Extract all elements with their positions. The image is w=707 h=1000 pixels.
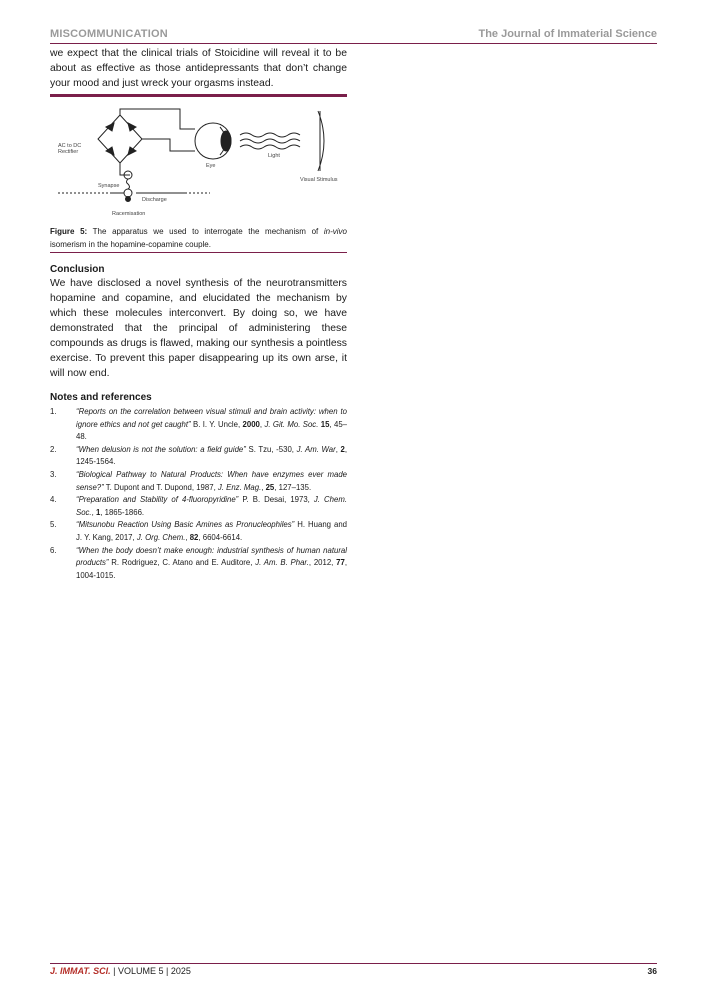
reference-journal: J. Am. War [296,444,336,454]
references-heading: Notes and references [50,392,152,403]
reference-pages: , 1865-1866. [100,507,145,517]
reference-pages: , 6604-6614. [198,532,243,542]
label-light: Light [268,153,280,159]
reference-authors: R. Rodriguez, C. Atano and E. Auditore, [108,558,256,568]
label-rectifier [58,143,81,155]
footer-divider [50,963,657,964]
discharge-icon [127,179,130,189]
caption-divider [50,252,347,253]
label-discharge: Discharge [142,197,167,203]
volume-info: | VOLUME 5 | 2025 [110,966,191,976]
journal-title: The Journal of Immaterial Science [478,28,657,40]
reference-authors: B. I. Y. Uncle, [190,419,243,429]
reference-title: “Biological Pathway to Natural Products: When have enzymes ever made sense?” [76,469,347,492]
eye-pupil [221,131,231,151]
reference-number: 6. [50,545,57,555]
reference-authors: H. Huang and J. Y. Kang, 2017, [76,520,347,542]
reference-item [50,469,347,494]
label-rectifier-line1: AC to DC [58,143,82,149]
reference-journal: J. Am. B. Phar. [255,558,309,568]
header-divider [50,43,657,44]
page-header [50,28,657,44]
reference-year: 2000 [242,419,260,429]
diode-icon [106,147,114,155]
reference-journal: J. Chem. Soc. [76,495,347,517]
apparatus-figure [50,103,347,223]
reference-item [50,494,347,519]
intro-paragraph: we expect that the clinical trials of Stoicidine will reveal it to be about as effective as those antidepressants that don’t change your mood and just wreck your orgasms instead. [50,48,347,89]
wire-bottom [120,163,130,175]
reference-sep: , [335,444,341,454]
light-wave [240,133,300,137]
reference-title: “Reports on the correlation between visual stimuli and brain activity: when to ignore ethics and not get caught” [76,407,347,429]
label-racemisation: Racemisation [112,211,146,217]
journal-abbrev: J. IMMAT. SCI. [50,966,111,976]
reference-number: 3. [50,469,57,479]
racemisation-node [126,197,131,202]
reference-number: 1. [50,407,57,416]
diode-icon [106,123,114,131]
reference-item [50,444,347,469]
diode-icon [128,147,136,155]
reference-number: 5. [50,520,57,530]
reference-volume: 82 [189,532,199,542]
figure-caption [50,225,347,251]
reference-authors: T. Dupont and T. Dupond, 1987, [103,482,218,492]
apparatus-diagram [50,103,347,223]
reference-title: “When delusion is not the solution: a field guide” [76,444,246,454]
reference-journal: J. Enz. Mag. [217,482,262,492]
light-wave [240,145,300,149]
reference-volume: 25 [265,482,275,492]
label-visual-stimulus: Visual Stimulus [300,177,338,183]
reference-journal: J. Org. Chem. [136,532,186,542]
synapse-node [124,189,132,197]
reference-pages: , 1245-1564. [76,444,348,467]
reference-journal: J. Git. Mo. Soc. [264,419,319,429]
references-list [50,406,347,582]
reference-authors: P. B. Desai, 1973, [238,495,314,505]
reference-item [50,406,347,444]
reference-volume: 2 [340,444,345,454]
reference-pages: , 1004-1015. [76,558,347,580]
diode-icon [128,123,136,131]
conclusion-heading: Conclusion [50,264,105,275]
wire-right [142,139,195,151]
caption-text-2: isomerism in the hopamine-copamine couple. [50,240,211,249]
caption-label: Figure 5: [50,227,88,236]
page-number: 36 [647,966,657,976]
reference-title: “Preparation and Stability of 4-fluoropyridine” [76,495,239,505]
reference-item [50,519,347,544]
reference-number: 2. [50,444,57,454]
page-footer [50,966,657,976]
reference-sep: , [91,507,96,517]
reference-item [50,545,347,583]
conclusion-paragraph: We have disclosed a novel synthesis of the neurotransmitters hopamine and copamine, and elucidated the mechanism by which these molecules interconvert. By doing so, we have demonstrated that the principal of administering these compounds as drugs is flawed, making our synthesis a pointless exercise. To prevent this paper disappearing up its own arse, it will now end. [50,278,347,379]
section-title: MISCOMMUNICATION [50,28,168,40]
reference-sep: , 2012, [308,558,337,568]
reference-volume: 77 [336,558,345,568]
caption-text-1: The apparatus we used to interrogate the mechanism of [87,227,324,236]
reference-sep: , [261,482,266,492]
reference-volume: 1 [95,507,101,517]
reference-volume: 15 [320,419,330,429]
reference-number: 4. [50,495,57,505]
label-rectifier-line2: Rectifier [58,149,79,155]
intro-divider [50,94,347,97]
reference-pages: , 45–48. [76,419,347,442]
reference-sep: , [259,419,265,429]
rectifier-bridge [98,115,142,163]
reference-pages: , 127–135. [274,482,312,492]
visual-stimulus-shape [318,111,324,171]
caption-italic: in-vivo [323,227,347,236]
reference-sep: , [185,532,190,542]
light-wave [240,139,300,143]
reference-authors: S. Tzu, -530, [245,444,297,454]
reference-title: “When the body doesn’t make enough: industrial synthesis of human natural products” [76,545,347,568]
label-eye: Eye [206,163,216,169]
left-column [50,46,347,582]
label-synapse: Synapse [98,183,120,189]
reference-title: “Mitsunobu Reaction Using Basic Amines as Pronucleophiles” [76,520,295,530]
